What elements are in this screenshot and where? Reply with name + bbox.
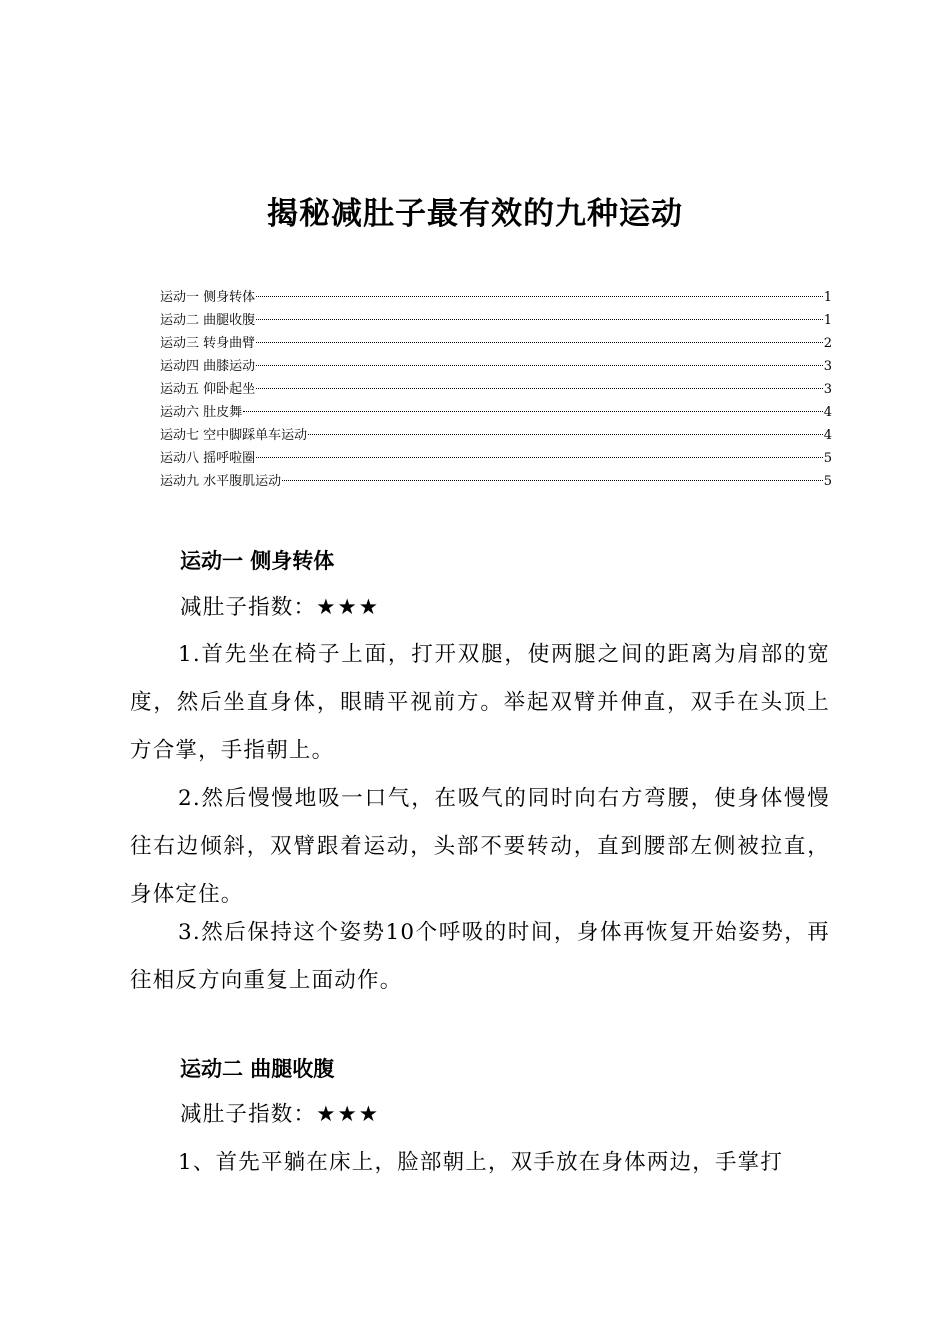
star-rating-icon: ★★★ — [316, 595, 381, 620]
rating-label: 减肚子指数： — [180, 595, 317, 620]
toc-item-label: 运动六 肚皮舞 — [160, 405, 243, 420]
toc-leader-dots — [308, 433, 823, 435]
toc-item-page: 4 — [823, 405, 832, 420]
toc-item[interactable] — [160, 309, 832, 332]
toc-item-page: 5 — [823, 451, 832, 466]
toc-item[interactable] — [160, 424, 832, 447]
section-heading: 运动二 曲腿收腹 — [180, 1057, 335, 1081]
toc-item-page: 1 — [823, 290, 832, 305]
toc-item-page: 3 — [823, 359, 832, 374]
toc-item[interactable] — [160, 286, 832, 309]
toc-item-page: 1 — [823, 313, 832, 328]
toc-item-page: 2 — [823, 336, 832, 351]
toc-leader-dots — [256, 341, 823, 343]
toc-item-label: 运动四 曲膝运动 — [160, 359, 256, 374]
toc-item-label: 运动一 侧身转体 — [160, 290, 256, 305]
document-title: 揭秘减肚子最有效的九种运动 — [267, 196, 683, 232]
toc-leader-dots — [256, 364, 823, 366]
toc-item-label: 运动八 摇呼啦圈 — [160, 451, 256, 466]
rating-label: 减肚子指数： — [180, 1102, 317, 1127]
toc-item-label: 运动九 水平腹肌运动 — [160, 474, 282, 489]
toc-leader-dots — [256, 387, 823, 389]
toc-leader-dots — [256, 318, 823, 320]
toc-leader-dots — [282, 479, 823, 481]
toc-item-label: 运动三 转身曲臂 — [160, 336, 256, 351]
toc-item[interactable] — [160, 470, 832, 493]
paragraph: 1.首先坐在椅子上面，打开双腿，使两腿之间的距离为肩部的宽度，然后坐直身体，眼睛平视前方。举起双臂并伸直，双手在头顶上方合掌，手指朝上。 — [130, 642, 830, 763]
toc-leader-dots — [256, 456, 823, 458]
toc-item-page: 5 — [823, 474, 832, 489]
paragraph: 2.然后慢慢地吸一口气，在吸气的同时向右方弯腰，使身体慢慢往右边倾斜，双臂跟着运动，头部不要转动，直到腰部左侧被拉直，身体定住。 — [130, 786, 830, 907]
toc-item-page: 3 — [823, 382, 832, 397]
paragraph: 1、首先平躺在床上，脸部朝上，双手放在身体两边，手掌打 — [178, 1150, 784, 1175]
slimming-rating — [180, 1100, 380, 1130]
toc-item-label: 运动二 曲腿收腹 — [160, 313, 256, 328]
table-of-contents — [160, 286, 832, 493]
toc-item[interactable] — [160, 355, 832, 378]
toc-item[interactable] — [160, 378, 832, 401]
slimming-rating — [180, 593, 380, 623]
paragraph: 3.然后保持这个姿势10个呼吸的时间，身体再恢复开始姿势，再往相反方向重复上面动作。 — [130, 920, 830, 993]
toc-item[interactable] — [160, 447, 832, 470]
toc-item-label: 运动七 空中脚踩单车运动 — [160, 428, 308, 443]
toc-leader-dots — [243, 410, 823, 412]
toc-item[interactable] — [160, 332, 832, 355]
star-rating-icon: ★★★ — [316, 1102, 381, 1127]
toc-item[interactable] — [160, 401, 832, 424]
toc-item-page: 4 — [823, 428, 832, 443]
toc-leader-dots — [256, 295, 823, 297]
section-heading: 运动一 侧身转体 — [180, 549, 335, 573]
toc-item-label: 运动五 仰卧起坐 — [160, 382, 256, 397]
